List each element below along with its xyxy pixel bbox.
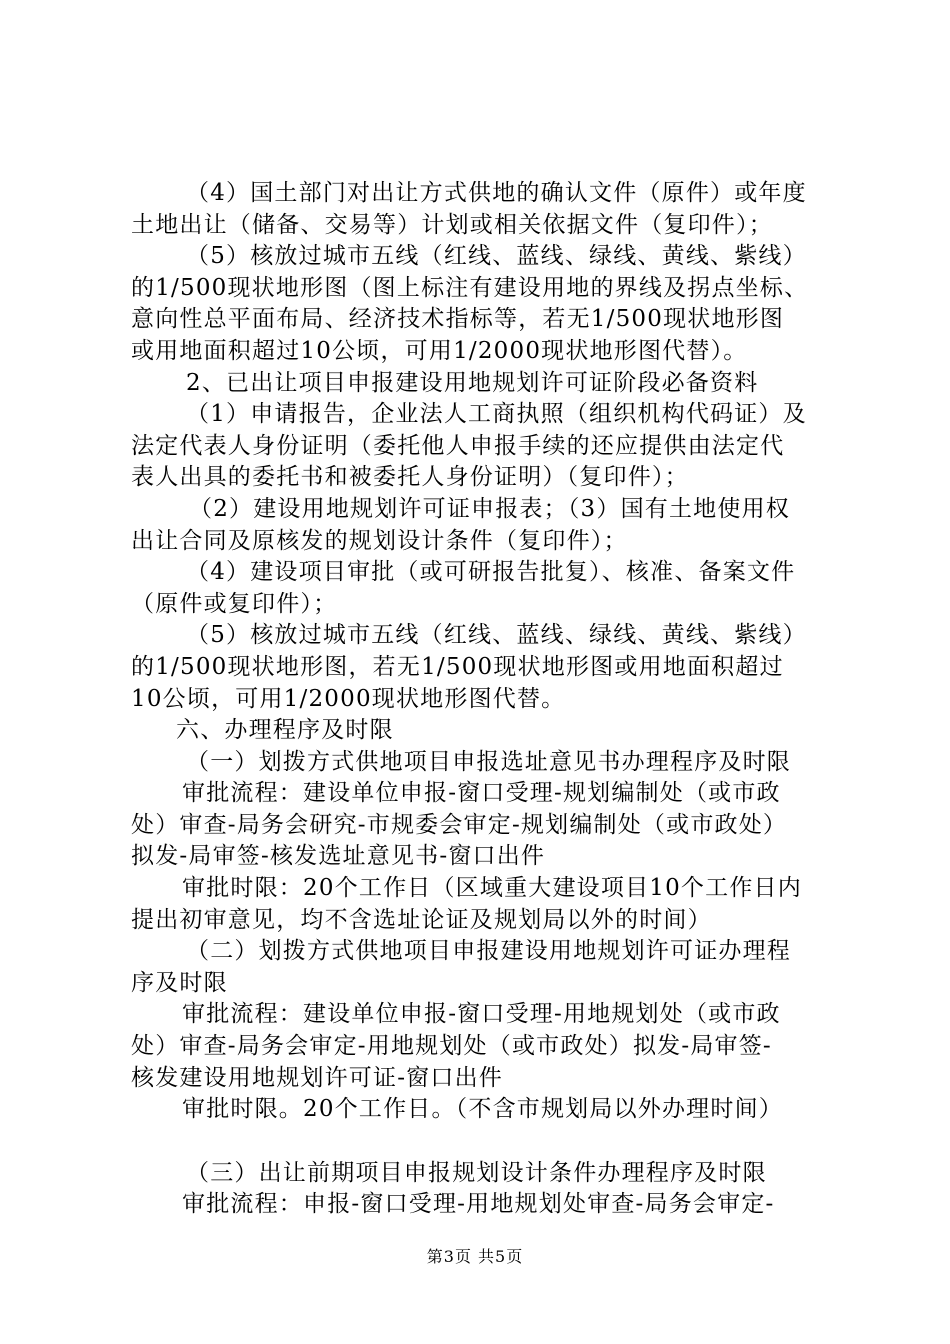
text-line: 10公顷，可用1/2000现状地形图代替。 xyxy=(131,685,566,712)
text-line: 土地出让（储备、交易等）计划或相关依据文件（复印件）； xyxy=(131,211,773,238)
text-line: （4）建设项目审批（或可研报告批复）、核准、备案文件 xyxy=(186,559,796,586)
text-line: （原件或复印件）； xyxy=(131,590,338,617)
text-line: 拟发-局审签-核发选址意见书-窗口出件 xyxy=(131,843,546,870)
text-line: 意向性总平面布局、经济技术指标等，若无1/500现状地形图 xyxy=(131,306,785,333)
text-line: 提出初审意见，均不含选址论证及规划局以外的时间） xyxy=(131,906,712,933)
text-line: （5）核放过城市五线（红线、蓝线、绿线、黄线、紫线） xyxy=(186,243,807,270)
text-line: 或用地面积超过10公顷，可用1/2000现状地形图代替）。 xyxy=(131,337,748,364)
text-line: 的1/500现状地形图（图上标注有建设用地的界线及拐点坐标、 xyxy=(131,274,809,301)
text-line: 审批流程：建设单位申报-窗口受理-规划编制处（或市政 xyxy=(182,780,781,807)
text-line: （5）核放过城市五线（红线、蓝线、绿线、黄线、紫线） xyxy=(186,622,807,649)
text-line: 审批流程：申报-窗口受理-用地规划处审查-局务会审定- xyxy=(182,1191,775,1218)
text-line: （2）建设用地规划许可证申报表；（3）国有土地使用权 xyxy=(189,495,790,522)
text-line: 出让合同及原核发的规划设计条件（复印件）； xyxy=(131,527,628,554)
text-line: 六、办理程序及时限 xyxy=(176,717,394,744)
page-footer: 第3页 共5页 xyxy=(426,1247,524,1266)
text-line: 处）审查-局务会审定-用地规划处（或市政处）拟发-局审签- xyxy=(131,1033,772,1060)
text-line: 的1/500现状地形图，若无1/500现状地形图或用地面积超过 xyxy=(131,653,784,680)
blank-line xyxy=(131,1126,831,1158)
text-line: 审批时限：20个工作日（区域重大建设项目10个工作日内 xyxy=(182,875,802,902)
text-line: 审批流程：建设单位申报-窗口受理-用地规划处（或市政 xyxy=(182,1001,781,1028)
text-line: 法定代表人身份证明（委托他人申报手续的还应提供由法定代 xyxy=(131,432,785,459)
text-line: （二）划拨方式供地项目申报建设用地规划许可证办理程 xyxy=(186,938,791,965)
text-line: 序及时限 xyxy=(131,969,228,996)
text-line: 表人出具的委托书和被委托人身份证明）（复印件）； xyxy=(131,464,689,491)
text-line: 2、已出让项目申报建设用地规划许可证阶段必备资料 xyxy=(186,369,759,396)
text-line: 处）审查-局务会研究-市规委会审定-规划编制处（或市政处） xyxy=(131,811,788,838)
text-line: （1）申请报告，企业法人工商执照（组织机构代码证）及 xyxy=(186,401,807,428)
text-line: 核发建设用地规划许可证-窗口出件 xyxy=(131,1064,503,1091)
text-line: （三）出让前期项目申报规划设计条件办理程序及时限 xyxy=(186,1159,767,1186)
text-line: 审批时限。20个工作日。（不含市规划局以外办理时间） xyxy=(182,1096,783,1123)
text-line: （4）国土部门对出让方式供地的确认文件（原件）或年度 xyxy=(186,180,807,206)
text-line: （一）划拨方式供地项目申报选址意见书办理程序及时限 xyxy=(186,748,791,775)
document-body xyxy=(131,178,831,1221)
